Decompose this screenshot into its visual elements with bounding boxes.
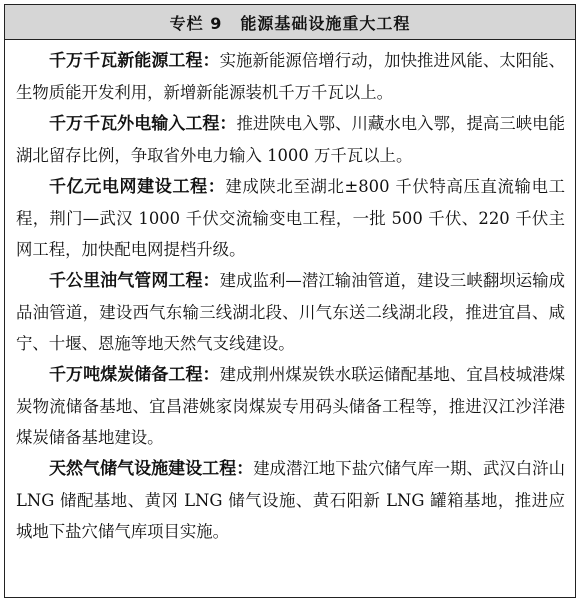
project-title: 天然气储气设施建设工程：: [49, 459, 254, 479]
project-item-gas-storage: [16, 453, 565, 547]
project-description: 实施新能源倍增行动，加快推进风能、太阳能、生物质能开发利用，新增新能源装机千万千瓦以上。: [16, 51, 566, 102]
project-title: 千公里油气管网工程：: [49, 271, 220, 291]
column-box: [4, 4, 576, 598]
column-header: [5, 5, 575, 40]
column-number: 专栏 9: [169, 13, 223, 33]
project-title: 千万千瓦新能源工程：: [49, 51, 220, 71]
project-item-external-power: [16, 108, 565, 171]
project-item-oil-gas-pipeline: [16, 265, 565, 359]
project-title: 千万千瓦外电输入工程：: [49, 114, 237, 134]
project-description: 推进陕电入鄂、川藏水电入鄂，提高三峡电能湖北留存比例，争取省外电力输入 1000 万千瓦以上。: [16, 114, 566, 165]
project-item-coal-reserve: [16, 359, 565, 453]
column-content: [5, 40, 575, 547]
column-title: 能源基础设施重大工程: [240, 13, 411, 33]
project-description: 建成陕北至湖北±800 千伏特高压直流输电工程，荆门—武汉 1000 千伏交流输变电工程，一批 500 千伏、220 千伏主网工程，加快配电网提档升级。: [16, 177, 565, 259]
project-title: 千万吨煤炭储备工程：: [49, 365, 220, 385]
project-description: 建成潜江地下盐穴储气库一期、武汉白浒山 LNG 储配基地、黄冈 LNG 储气设施、黄石阳新 LNG 罐箱基地，推进应城地下盐穴储气库项目实施。: [16, 459, 566, 541]
project-title: 千亿元电网建设工程：: [49, 177, 226, 197]
project-item-new-energy: [16, 45, 565, 108]
project-item-power-grid: [16, 171, 565, 265]
project-description: 建成荆州煤炭铁水联运储配基地、宜昌枝城港煤炭物流储备基地、宜昌港姚家岗煤炭专用码头储备工程等，推进汉江沙洋港煤炭储备基地建设。: [16, 365, 566, 447]
project-description: 建成监利—潜江输油管道，建设三峡翻坝运输成品油管道，建设西气东输三线湖北段、川气东送二线湖北段，推进宜昌、咸宁、十堰、恩施等地天然气支线建设。: [16, 271, 566, 353]
